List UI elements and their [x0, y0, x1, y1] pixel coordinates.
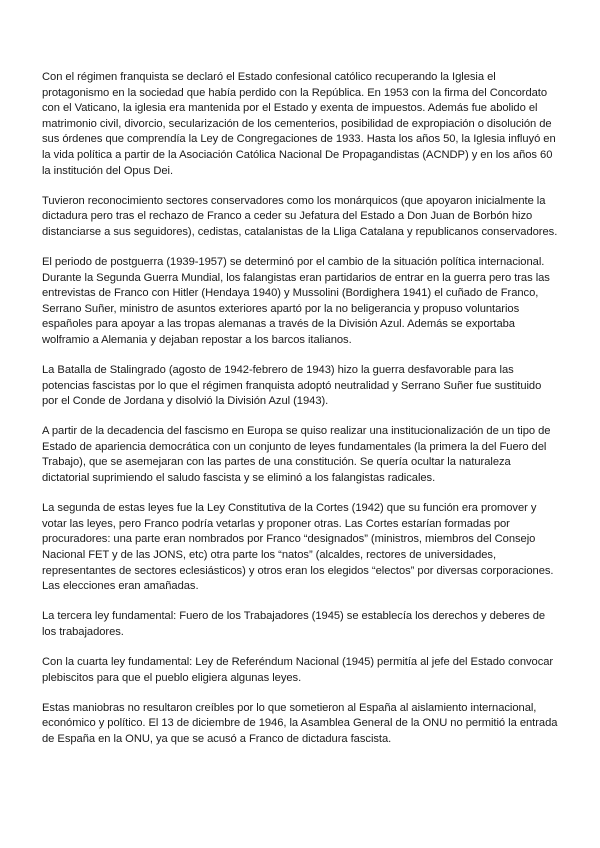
paragraph-sectores-conservadores: Tuvieron reconocimiento sectores conservadores como los monárquicos (que apoyaron inicialmente la dictadura pero tras el rechazo de Franco a ceder su Jefatura del Estado a Don Juan de Borbón hizo distanciarse a sus seguidores), cedistas, catalanistas de la Lliga Catalana y republicanos conservadores. [42, 194, 558, 238]
paragraph-concordato: Con el régimen franquista se declaró el Estado confesional católico recuperando la Iglesia el protagonismo en la sociedad que había perdido con la República. En 1953 con la firma del Concordato con el Vaticano, la iglesia era mantenida por el Estado y exenta de impuestos. Además fue abolido el matrimonio civil, divorcio, secularización de los cementerios, posibilidad de expropiación o disolución de sus órdenes que comprendía la Ley de Congregaciones de 1933. Hasta los años 50, la Iglesia influyó en la vida política a partir de la Asociación Católica Nacional De Propagandistas (ACNDP) y en los años 60 la institución del Opus Dei. [42, 71, 556, 177]
paragraph-fuero-trabajadores: La tercera ley fundamental: Fuero de los Trabajadores (1945) se establecía los derechos y deberes de los trabajadores. [42, 610, 546, 638]
paragraph-institucionalizacion: A partir de la decadencia del fascismo en Europa se quiso realizar una institucionalización de un tipo de Estado de apariencia democrática con un conjunto de leyes fundamentales (la primera la del Fuero del Trabajo), que se asemejaran con las partes de una constitución. Se quería ocultar la naturaleza dictatorial suprimiendo el saludo fascista y se eliminó a los falangistas radicales. [42, 425, 551, 485]
paragraph-ley-cortes: La segunda de estas leyes fue la Ley Constitutiva de la Cortes (1942) que su función era promover y votar las leyes, pero Franco podría vetarlas y proponer otras. Las Cortes estarían formadas por procuradores: una parte eran nombrados por Franco “designados” (ministros, miembros del Consejo Nacional FET y de las JONS, etc) otra parte los “natos” (alcaldes, rectores de universidades, representantes de sectores eclesiásticos) y otros eran los elegidos “electos” por diversas corporaciones. Las elecciones eran amañadas. [42, 502, 554, 593]
paragraph-postguerra: El periodo de postguerra (1939-1957) se determinó por el cambio de la situación política internacional. Durante la Segunda Guerra Mundial, los falangistas eran partidarios de entrar en la guerra pero tras las entrevistas de Franco con Hitler (Hendaya 1940) y Mussolini (Bordighera 1941) el cuñado de Franco, Serrano Suñer, ministro de asuntos exteriores apartó por la no beligerancia y propuso voluntarios españoles para apoyar a las tropas alemanas a través de la División Azul. Además se exportaba wolframio a Alemania y dejaban repostar a los barcos italianos. [42, 255, 550, 346]
paragraph-ley-referendum: Con la cuarta ley fundamental: Ley de Referéndum Nacional (1945) permitía al jefe del Estado convocar plebiscitos para que el pueblo eligiera algunas leyes. [42, 655, 554, 684]
paragraph-aislamiento: Estas maniobras no resultaron creíbles por lo que sometieron al España al aislamiento internacional, económico y político. El 13 de diciembre de 1946, la Asamblea General de la ONU no permitió la entrada de España en la ONU, ya que se acusó a Franco de dictadura fascista. [42, 701, 558, 745]
document-body [42, 70, 558, 762]
paragraph-stalingrado: La Batalla de Stalingrado (agosto de 1942-febrero de 1943) hizo la guerra desfavorable para las potencias fascistas por lo que el régimen franquista adoptó neutralidad y Serrano Suñer fue sustituido por el Conde de Jordana y disolvió la División Azul (1943). [42, 364, 542, 408]
